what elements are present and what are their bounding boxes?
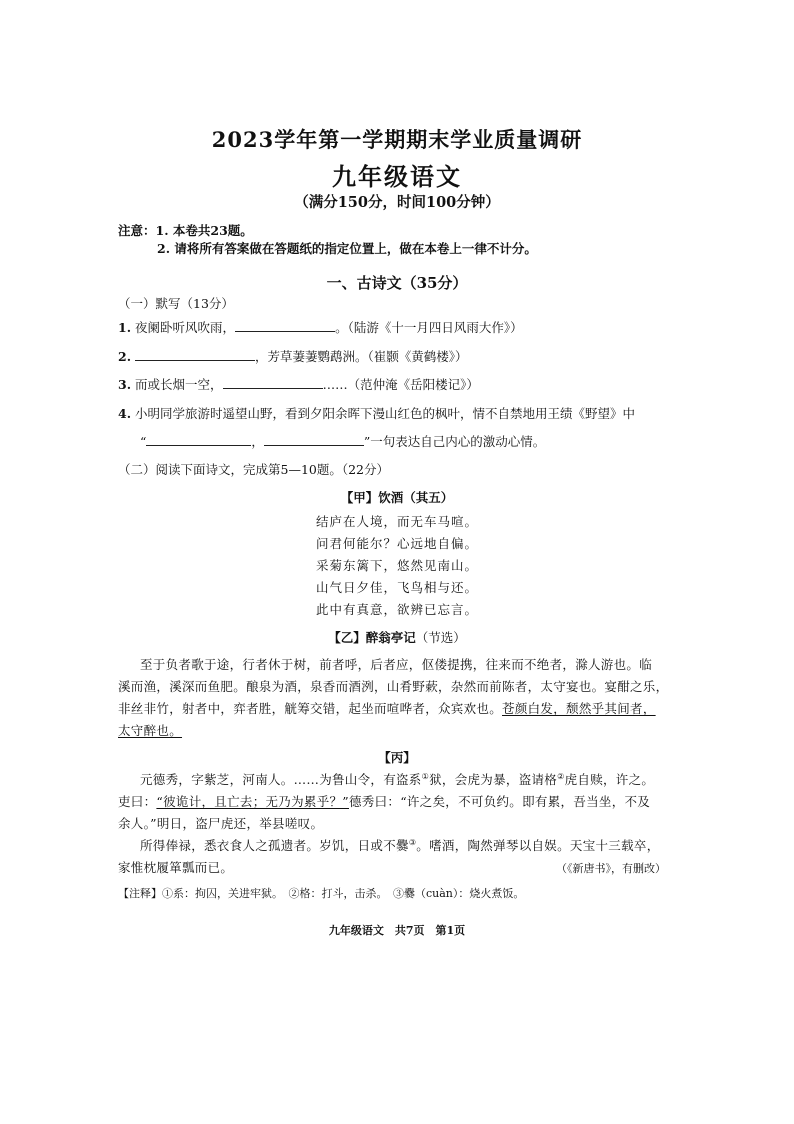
question-source: ……（范仲淹《岳阳楼记》）	[322, 377, 479, 392]
prose-paragraph-line	[118, 699, 656, 717]
footnote-marker: ③	[408, 837, 417, 847]
bing-text: 所得俸禄，悉衣食人之孤遗者。岁饥，日或不爨	[140, 838, 409, 853]
subject-title: 九年级语文	[332, 162, 462, 191]
poem-line: 结庐在人境，而无车马喧。	[315, 514, 478, 529]
question-text: 而或长烟一空，	[135, 377, 223, 392]
question-4-line-2	[140, 432, 545, 450]
poem-line: 山气日夕佳，飞鸟相与还。	[315, 580, 478, 595]
footnote-marker: ②	[557, 771, 565, 781]
prose-paragraph-line: 至于负者歌于途，行者休于树，前者呼，后者应，伛偻提携，往来而不绝者，滁人游也。临	[140, 657, 653, 672]
open-quote: “	[140, 434, 147, 449]
poem-line: 问君何能尔？心远地自偏。	[315, 536, 478, 551]
bing-line: 家惟枕履箪瓢而已。	[118, 860, 234, 875]
prose-title	[0, 628, 794, 646]
underlined-sentence: 苍颜白发，颓然乎其间者，	[502, 701, 656, 716]
question-1	[118, 318, 523, 336]
question-source: ，芳草萋萋鹦鹉洲。（崔颢《黄鹤楼》）	[255, 349, 468, 364]
poem-title: 【甲】饮酒（其五）	[340, 490, 454, 505]
footnote-marker: ①	[421, 771, 430, 781]
question-number: 3.	[118, 377, 132, 392]
question-number: 1.	[118, 320, 132, 335]
page-footer: 九年级语文 共7页 第1页	[328, 924, 466, 937]
question-tail: ”一句表达自己内心的激动心情。	[363, 434, 546, 449]
answer-blank	[146, 433, 251, 446]
part1-title: （一）默写（13分）	[118, 296, 234, 311]
bing-line	[140, 770, 654, 788]
bing-text: 狱，会虎为暴，盗请格	[429, 772, 558, 787]
question-text: 小明同学旅游时遥望山野，看到夕阳余晖下漫山红色的枫叶，情不自禁地用王绩《野望》中	[135, 406, 636, 421]
answer-blank	[235, 319, 335, 332]
answer-blank	[223, 376, 323, 389]
prose-paragraph-line	[118, 721, 182, 739]
underlined-sentence: “彼诡计，且亡去；无乃为累乎？”	[156, 794, 349, 809]
question-number: 4.	[118, 406, 132, 421]
bing-text: 德秀曰：“许之矣，不可负约。即有累，吾当坐，不及	[349, 794, 651, 809]
section-title: 一、古诗文（35分）	[326, 274, 468, 292]
notice-item-2: 2. 请将所有答案做在答题纸的指定位置上，做在本卷上一律不计分。	[157, 241, 537, 256]
question-4-line-1	[118, 404, 635, 422]
bing-line: 余人。”明日，盗尸虎还，举县嗟叹。	[118, 816, 324, 831]
prose-title-text: 【乙】醉翁亭记	[328, 630, 416, 645]
poem-line: 采菊东篱下，悠然见南山。	[315, 558, 478, 573]
notice-line-1	[118, 221, 253, 239]
answer-blank	[264, 433, 364, 446]
question-number: 2.	[118, 349, 132, 364]
exam-info: （满分150分，时间100分钟）	[294, 194, 500, 211]
notice-label: 注意：	[118, 223, 156, 238]
question-3	[118, 375, 479, 393]
prose-paragraph-line: 溪而渔，溪深而鱼肥。酿泉为酒，泉香而酒洌，山肴野蔌，杂然而前陈者，太守宴也。宴酣之乐，	[118, 679, 669, 694]
prose-text: 非丝非竹，射者中，弈者胜，觥筹交错，起坐而喧哗者，众宾欢也。	[118, 701, 503, 716]
annotations: 【注释】①系：拘囚，关进牢狱。 ②格：打斗，击杀。 ③爨（cuàn）：烧火煮饭。	[118, 887, 525, 900]
part2-title: （二）阅读下面诗文，完成第5—10题。（22分）	[118, 462, 390, 477]
bing-text: 元德秀，字紫芝，河南人。……为鲁山令，有盗系	[140, 772, 422, 787]
poem-line: 此中有真意，欲辨已忘言。	[315, 602, 478, 617]
bing-text: 吏曰：	[118, 794, 157, 809]
bing-text: 虎自赎，许之。	[564, 772, 655, 787]
prose-title-note: （节选）	[415, 630, 466, 645]
bing-title: 【丙】	[378, 750, 416, 765]
comma: ，	[251, 434, 264, 449]
bing-text: 。嗜酒，陶然弹琴以自娱。天宝十三载卒，	[416, 838, 660, 853]
source-citation: （《新唐书》，有删改）	[556, 862, 666, 875]
underlined-sentence: 太守醉也。	[118, 723, 183, 738]
exam-title: 2023学年第一学期期末学业质量调研	[211, 127, 583, 152]
bing-line	[140, 836, 660, 854]
answer-blank	[135, 348, 255, 361]
notice-item-1: 1. 本卷共23题。	[155, 223, 253, 238]
question-2	[118, 347, 468, 365]
question-source: 。（陆游《十一月四日风雨大作》）	[335, 320, 523, 335]
question-text: 夜阑卧听风吹雨，	[135, 320, 236, 335]
bing-line	[118, 792, 650, 810]
